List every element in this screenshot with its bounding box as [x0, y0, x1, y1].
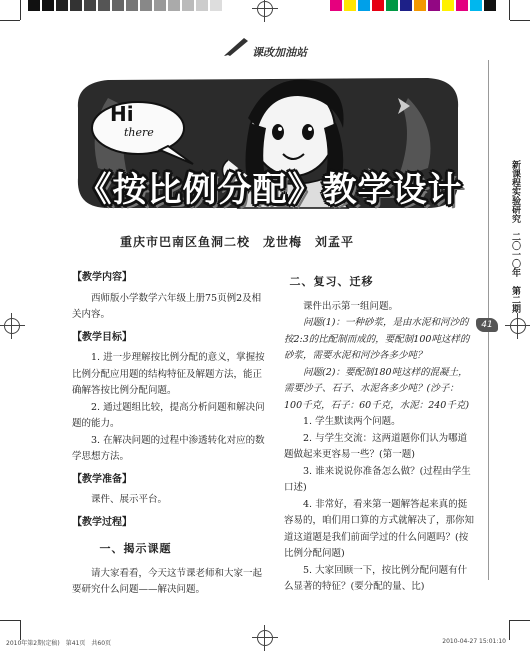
paragraph-prep: 课件、展示平台。: [91, 494, 168, 505]
heading-goals: 【教学目标】: [72, 331, 132, 343]
article-title: 《按比例分配》教学设计: [77, 170, 463, 210]
crop-mark: [510, 20, 530, 21]
paragraph-r3: 问题(2)：要配制180吨这样的混凝土，需要沙子、石子、水泥各多少吨？(沙子：100千克，石子：60千克，水泥：240千克): [284, 366, 470, 411]
registration-mark-top: [257, 1, 273, 17]
registration-mark-left: [4, 318, 20, 334]
paragraph-r2: 问题(1)：一种砂浆，是由水泥和河沙的按2:3的比配制而成的，要配制100吨这样的砂浆，需要水泥和河沙各多少吨？: [284, 317, 470, 361]
paragraph-goal-1: 1. 进一步理解按比例分配的意义，掌握按比例分配应用题的结构特征及解题方法，能正确解答按比例分配问题。: [72, 352, 265, 396]
crop-mark: [510, 620, 530, 621]
paragraph-content: 西师版小学数学六年级上册75页例2及相关内容。: [72, 292, 262, 320]
section-brand: 课改加油站: [252, 46, 307, 59]
section-heading-2: 二、复习、迁移: [289, 275, 374, 288]
page-number: 41: [476, 318, 498, 332]
right-column: [284, 264, 474, 596]
brand-pen-icon: [224, 36, 250, 60]
heading-content: 【教学内容】: [72, 272, 132, 283]
journal-side-label: 新课程实验研究 二〇一〇年 第二期: [510, 160, 520, 313]
crop-mark: [0, 620, 20, 621]
registration-mark-bottom: [257, 630, 273, 646]
footer-slug-right: 2010-04-27 15:01:10: [442, 638, 506, 645]
paragraph-goal-3: 3. 在解决问题的过程中渗透转化对应的数学思想方法。: [72, 434, 265, 462]
heading-process: 【教学过程】: [72, 516, 132, 528]
section-heading-1: 一、揭示课题: [99, 542, 172, 555]
registration-mark-right: [510, 318, 526, 334]
crop-mark: [20, 0, 21, 20]
print-color-bar: [28, 0, 328, 11]
left-column: [72, 264, 268, 599]
print-cmyk-bar: [330, 0, 510, 11]
banner-greeting-there: there: [124, 126, 154, 139]
banner-greeting-hi: Hi: [110, 102, 134, 126]
crop-mark: [20, 620, 21, 640]
paragraph-intro: 请大家看看，今天这节课老师和大家一起要研究什么问题——解决问题。: [72, 567, 263, 595]
footer-slug-left: 2010年第2期(定稿) 第41页 共60页: [6, 640, 112, 647]
paragraph-r7: 4. 非常好，看来第一题解答起来真的挺容易的，咱们用口算的方式就解决了，那你知道这道题是我们前面学过的什么问题吗？(按比例分配问题): [284, 498, 475, 559]
article-authors: 重庆市巴南区鱼洞二校 龙世梅 刘孟平: [120, 235, 355, 249]
heading-prep: 【教学准备】: [72, 473, 132, 485]
paragraph-r5: 2. 与学生交流：这两道题你们认为哪道题做起来更容易一些？(第一题): [284, 432, 468, 460]
paragraph-r8: 5. 大家回顾一下，按比例分配问题有什么显著的特征？(要分配的量、比): [284, 564, 468, 592]
paragraph-r6: 3. 谁来说说你准备怎么做？(过程由学生口述): [284, 465, 471, 493]
paragraph-goal-2: 2. 通过题组比较，提高分析问题和解决问题的能力。: [72, 401, 265, 429]
paragraph-r4: 1. 学生默读两个问题。: [303, 416, 401, 427]
crop-mark: [509, 0, 510, 20]
paragraph-r1: 课件出示第一组问题。: [303, 300, 399, 312]
crop-mark: [509, 620, 510, 640]
crop-mark: [0, 20, 20, 21]
